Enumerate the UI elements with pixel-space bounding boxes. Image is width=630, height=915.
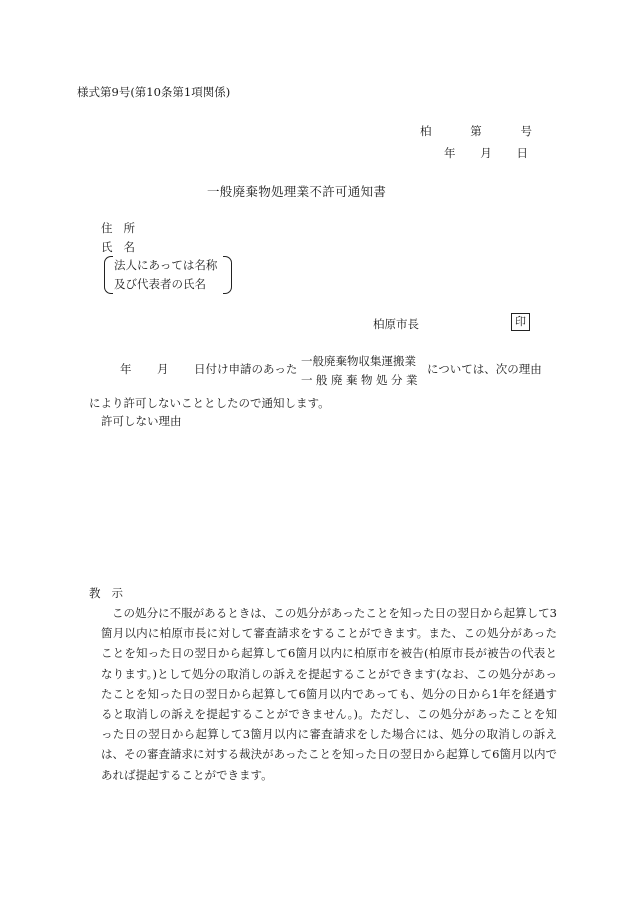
application-month: 月 bbox=[157, 362, 169, 376]
application-year: 年 bbox=[120, 362, 132, 376]
name-label bbox=[101, 239, 135, 255]
notice-sentence: により許可しないこととしたので通知します。 bbox=[89, 396, 330, 410]
name-char-1: 氏 bbox=[101, 240, 113, 254]
reason-label: 許可しない理由 bbox=[101, 414, 182, 428]
application-text: 日付け申請のあった bbox=[194, 362, 298, 376]
date-year: 年 bbox=[444, 146, 456, 160]
left-bracket bbox=[104, 256, 113, 294]
form-number-label: 様式第9号(第10条第1項関係) bbox=[77, 85, 231, 99]
right-bracket bbox=[223, 256, 232, 294]
address-char-2: 所 bbox=[123, 221, 135, 235]
instruction-char-1: 教 bbox=[89, 586, 101, 600]
address-char-1: 住 bbox=[101, 221, 113, 235]
address-label bbox=[101, 220, 135, 236]
corporate-note-line-2: 及び代表者の氏名 bbox=[114, 277, 206, 291]
number-go: 号 bbox=[520, 124, 532, 138]
issuer-name: 柏原市長 bbox=[373, 317, 419, 331]
instruction-heading bbox=[89, 585, 123, 601]
application-tail: については、次の理由 bbox=[427, 362, 542, 376]
seal-mark: 印 bbox=[511, 313, 530, 331]
instruction-body: この処分に不服があるときは、この処分があったことを知った日の翌日から起算して3箇月以内に柏原市長に対して審査請求をすることができます。また、この処分があったことを知った日の翌日から起算して6箇月以内に柏原市を被告(柏原市長が被告の代表となります。)として処分の取消しの訴えを提起することができます(なお、この処分があったことを知った日の翌日から起算して6箇月以内であっても、処分の日から1年を経過すると取消しの訴えを提起することができません。)。ただし、この処分があったことを知った日の翌日から起算して3箇月以内に審査請求をした場合には、処分の取消しの訴えは、その審査請求に対する裁決があったことを知った日の翌日から起算して6箇月以内であれば提起することができます。 bbox=[101, 606, 557, 782]
document-title: 一般廃棄物処理業不許可通知書 bbox=[207, 184, 387, 199]
business-type-collection: 一般廃棄物収集運搬業 bbox=[301, 354, 416, 368]
date-day: 日 bbox=[516, 146, 528, 160]
number-prefix: 柏 bbox=[420, 124, 432, 138]
corporate-note-line-1: 法人にあっては名称 bbox=[114, 258, 218, 272]
document-number-line bbox=[420, 123, 532, 139]
instruction-char-2: 示 bbox=[111, 586, 123, 600]
date-month: 月 bbox=[480, 146, 492, 160]
business-type-disposal: 一般廃棄物処分業 bbox=[301, 373, 421, 387]
name-char-2: 名 bbox=[123, 240, 135, 254]
issue-date-line bbox=[444, 145, 528, 161]
number-dai: 第 bbox=[470, 124, 482, 138]
corporate-note-bracket bbox=[104, 256, 232, 294]
